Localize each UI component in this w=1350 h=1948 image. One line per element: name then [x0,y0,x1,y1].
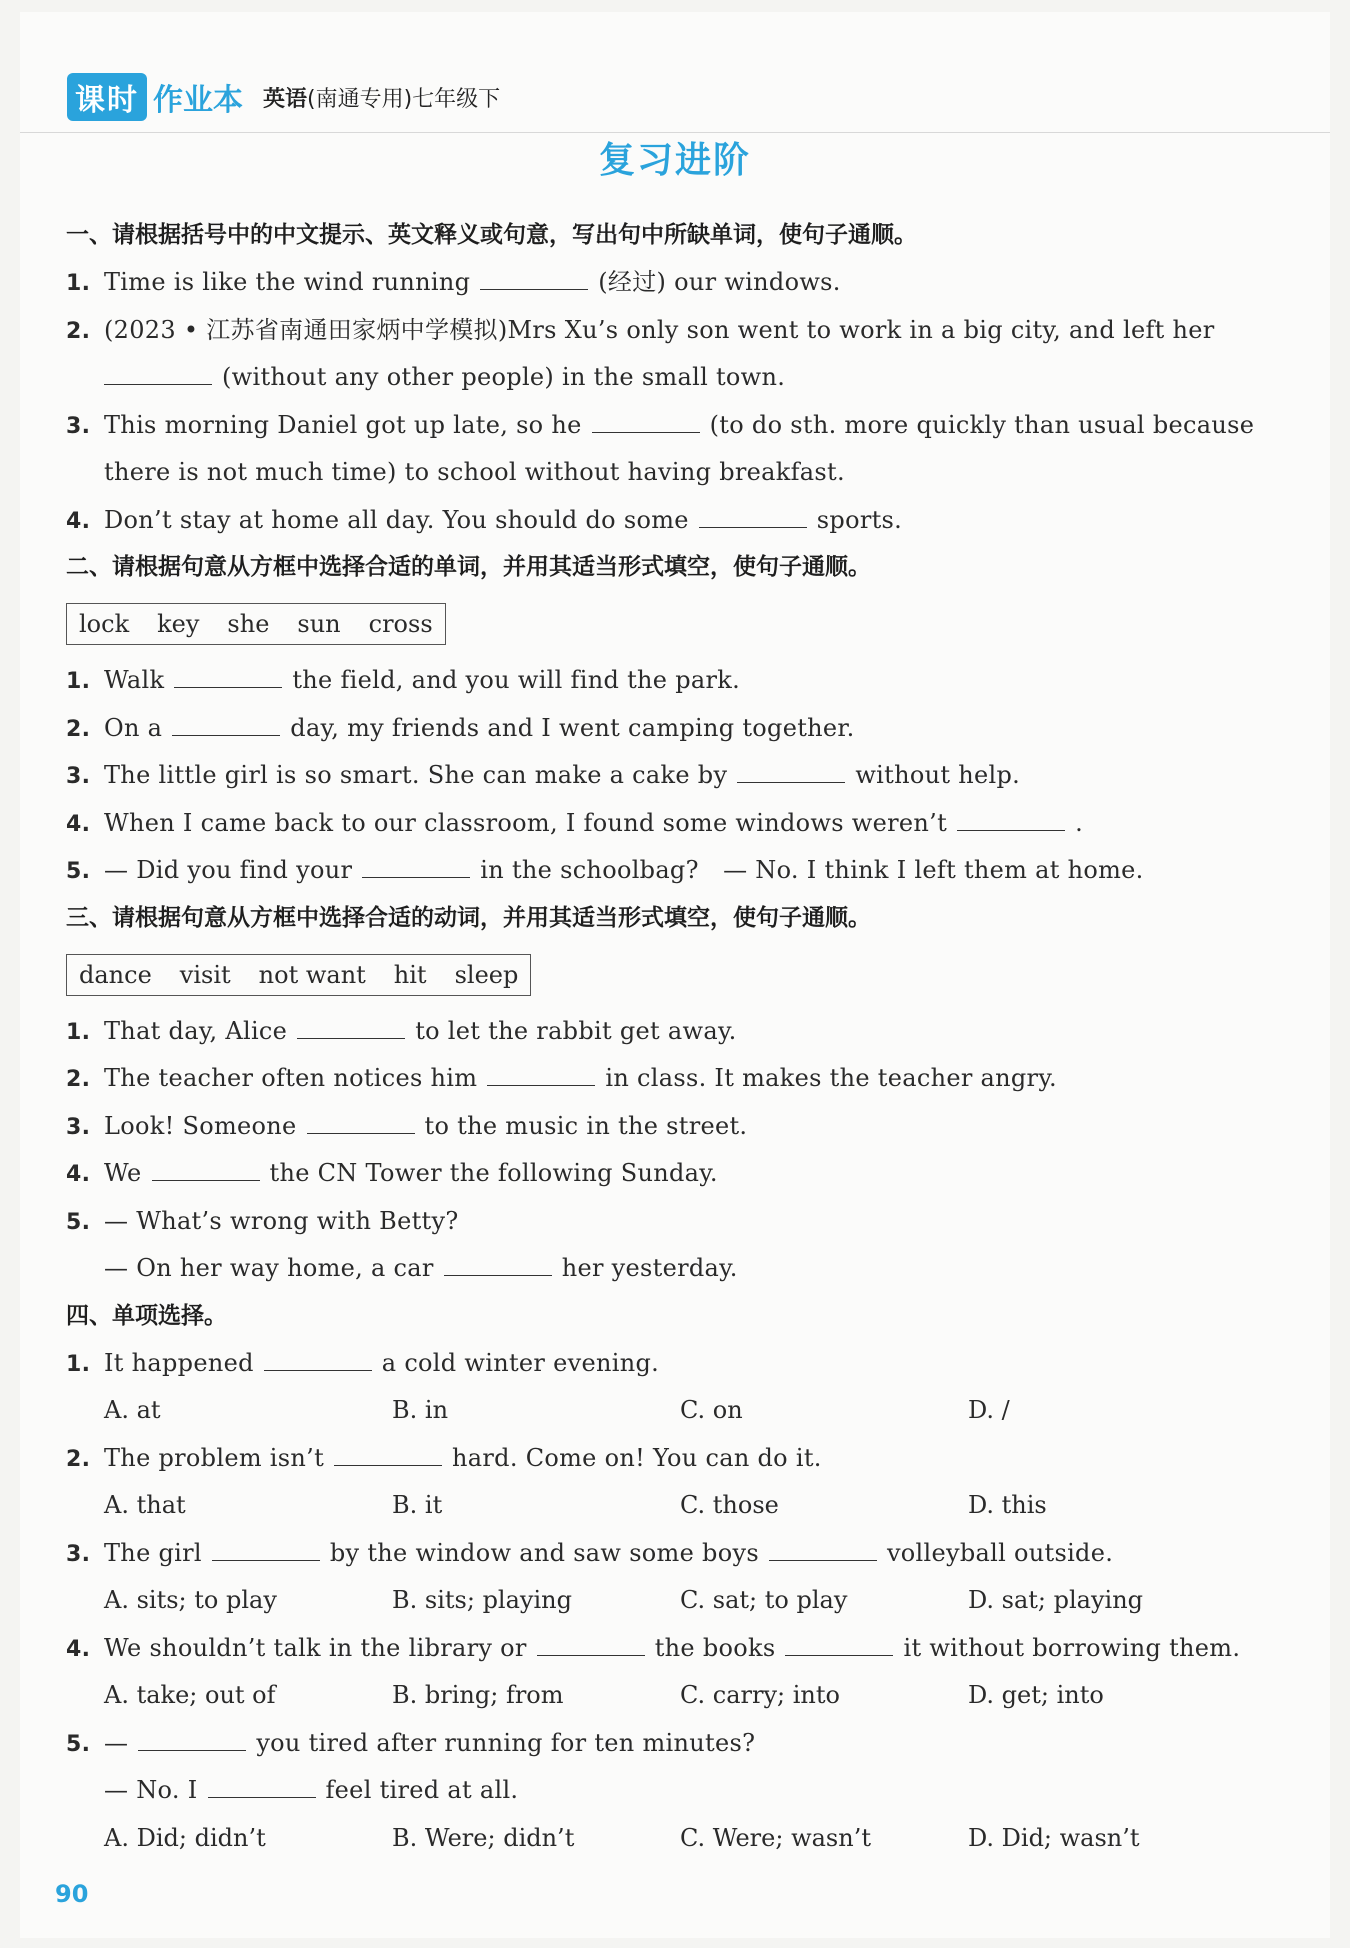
word-bank-box [66,603,446,645]
question-item: 2. On a day, my friends and I went camping together. [66,705,1266,753]
question-item: 3. This morning Daniel got up late, so he (to do sth. more quickly than usual because [66,402,1266,450]
option-b[interactable]: B. in [392,1396,449,1424]
word-bank-word: dance [79,960,152,989]
question-continuation: there is not much time) to school without having breakfast. [104,458,845,486]
answer-options [66,1387,1266,1435]
section-1-heading: 一、请根据括号中的中文提示、英文释义或句意，写出句中所缺单词，使句子通顺。 [66,222,917,248]
word-bank-word: sleep [454,960,519,989]
answer-blank[interactable] [138,1724,246,1751]
answer-blank[interactable] [152,1154,260,1181]
answer-blank[interactable] [212,1534,320,1561]
option-d[interactable]: D. sat; playing [968,1586,1144,1614]
option-a[interactable]: A. sits; to play [104,1586,277,1614]
answer-blank[interactable] [334,1439,442,1466]
word-bank-word: not want [258,960,366,989]
answer-blank[interactable] [362,851,470,878]
word-bank-word: key [157,610,200,638]
question-item: 5. — What’s wrong with Betty? [66,1206,459,1235]
question-item: 4. When I came back to our classroom, I found some windows weren’t . [66,800,1266,848]
question-item: 3. Look! Someone to the music in the street. [66,1103,1266,1151]
answer-blank[interactable] [785,1629,893,1656]
question-continuation: (without any other people) in the small town. [66,354,1266,402]
option-a[interactable]: A. at [104,1396,161,1424]
question-continuation: — On her way home, a car her yesterday. [66,1245,1266,1293]
subject-label: 英语(南通专用)七年级下 [263,86,501,112]
question-item: 5. — you tired after running for ten minutes? [66,1720,1266,1768]
question-item: 4. Don’t stay at home all day. You should do some sports. [66,497,1266,545]
answer-blank[interactable] [487,1059,595,1086]
option-b[interactable]: B. sits; playing [392,1586,572,1614]
answer-blank[interactable] [208,1771,316,1798]
question-item: 5. — Did you find your in the schoolbag? — No. I think I left them at home. [66,847,1266,895]
answer-blank[interactable] [957,804,1065,831]
brand-logo: 课时 [67,73,147,121]
question-item: 1. Walk the field, and you will find the park. [66,657,1266,705]
question-item: 1. Time is like the wind running (经过) our windows. [66,259,1266,307]
page-title: 复习进阶 [598,140,751,181]
answer-blank[interactable] [172,709,280,736]
question-item: 4. We shouldn’t talk in the library or the books it without borrowing them. [66,1625,1266,1673]
question-continuation: — No. I feel tired at all. [66,1767,1266,1815]
answer-blank[interactable] [537,1629,645,1656]
header [67,72,500,122]
brand-subtitle: 作业本 [153,83,243,118]
question-item: 2. (2023 • 江苏省南通田家炳中学模拟)Mrs Xu’s only son went to work in a big city, and left her [66,315,1215,344]
word-bank-word: sun [297,610,341,638]
option-c[interactable]: C. those [680,1491,779,1519]
page-number: 90 [55,1880,89,1908]
word-bank-word: she [227,610,270,638]
answer-blank[interactable] [737,756,845,783]
option-b[interactable]: B. Were; didn’t [392,1823,575,1852]
word-bank-box [66,954,531,996]
worksheet-content [66,212,1266,1862]
answer-options [66,1815,1266,1863]
question-item: 4. We the CN Tower the following Sunday. [66,1150,1266,1198]
answer-blank[interactable] [264,1344,372,1371]
answer-blank[interactable] [307,1107,415,1134]
option-b[interactable]: B. it [392,1491,443,1519]
section-2-heading: 二、请根据句意从方框中选择合适的单词，并用其适当形式填空，使句子通顺。 [66,554,871,580]
word-bank-word: visit [179,960,231,989]
option-d[interactable]: D. this [968,1491,1047,1519]
question-item: 1. That day, Alice to let the rabbit get away. [66,1008,1266,1056]
section-3-heading: 三、请根据句意从方框中选择合适的动词，并用其适当形式填空，使句子通顺。 [66,904,871,931]
option-a[interactable]: A. that [104,1491,186,1519]
question-item: 3. The little girl is so smart. She can make a cake by without help. [66,752,1266,800]
answer-blank[interactable] [174,661,282,688]
answer-options [66,1577,1266,1625]
option-d[interactable]: D. / [968,1396,1010,1424]
word-bank-word: hit [393,960,427,989]
answer-blank[interactable] [444,1249,552,1276]
answer-blank[interactable] [104,358,212,385]
word-bank-word: cross [368,610,433,638]
subject-detail: (南通专用)七年级下 [307,86,501,112]
option-d[interactable]: D. get; into [968,1681,1104,1709]
option-b[interactable]: B. bring; from [392,1681,564,1709]
option-a[interactable]: A. Did; didn’t [104,1823,266,1852]
answer-options [66,1482,1266,1530]
option-d[interactable]: D. Did; wasn’t [968,1823,1140,1852]
option-c[interactable]: C. on [680,1396,743,1424]
answer-blank[interactable] [592,406,700,433]
question-item: 3. The girl by the window and saw some boys volleyball outside. [66,1530,1266,1578]
answer-blank[interactable] [699,501,807,528]
option-c[interactable]: C. Were; wasn’t [680,1823,871,1852]
option-c[interactable]: C. sat; to play [680,1586,848,1614]
answer-blank[interactable] [297,1012,405,1039]
answer-options [66,1672,1266,1720]
question-item: 2. The problem isn’t hard. Come on! You can do it. [66,1435,1266,1483]
option-a[interactable]: A. take; out of [104,1681,276,1709]
question-item: 2. The teacher often notices him in class. It makes the teacher angry. [66,1055,1266,1103]
section-4-heading: 四、单项选择。 [66,1302,227,1329]
answer-blank[interactable] [480,263,588,290]
answer-blank[interactable] [769,1534,877,1561]
word-bank-word: lock [79,610,130,638]
question-item: 1. It happened a cold winter evening. [66,1340,1266,1388]
option-c[interactable]: C. carry; into [680,1681,840,1709]
